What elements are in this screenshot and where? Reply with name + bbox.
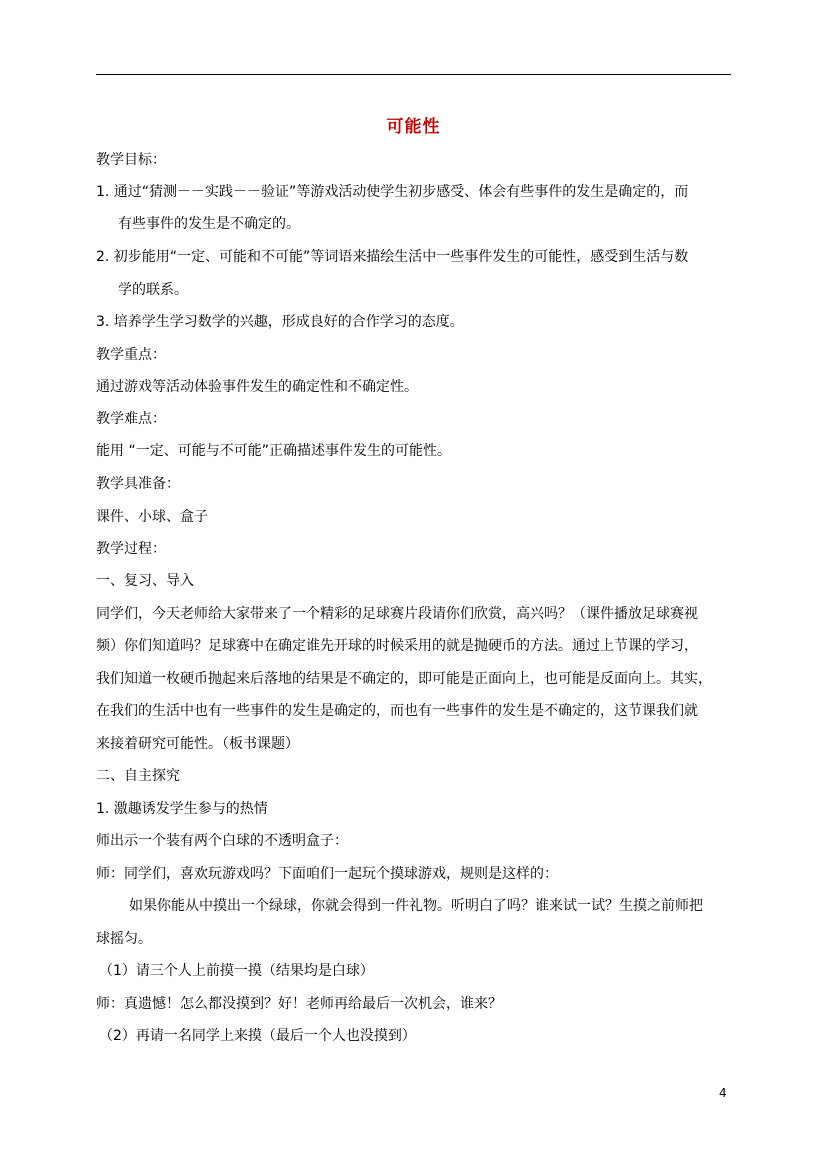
paragraph-line: 频）你们知道吗？足球赛中在确定谁先开球的时候采用的就是抛硬币的方法。通过上节课的学习， [96, 638, 698, 654]
paragraph-line: 师：同学们，喜欢玩游戏吗？下面咱们一起玩个摸球游戏，规则是这样的： [96, 866, 558, 882]
page-number: 4 [719, 1086, 727, 1100]
subsection-1-heading: 1. 激趣诱发学生参与的热情 [96, 801, 268, 817]
objective-2: 2. 初步能用“一定、可能和不可能”等词语来描绘生活中一些事件发生的可能性，感受到生活与数 [96, 249, 689, 265]
heading-process: 教学过程： [96, 541, 166, 557]
paragraph-line: 师：真遗憾！怎么都没摸到？好！老师再给最后一次机会，谁来？ [96, 996, 502, 1012]
paragraph-line: 如果你能从中摸出一个绿球，你就会得到一件礼物。听明白了吗？谁来试一试？生摸之前师把 [129, 898, 703, 914]
paragraph-line: 师出示一个装有两个白球的不透明盒子： [96, 833, 348, 849]
difficulties-text: 能用 “一定、可能与不可能”正确描述事件发生的可能性。 [96, 443, 451, 459]
paragraph-line: 来接着研究可能性。（板书课题） [96, 736, 299, 752]
section-1-heading: 一、复习、导入 [96, 573, 194, 589]
materials-text: 课件、小球、盒子 [96, 509, 208, 525]
header-rule [96, 74, 731, 75]
key-points-text: 通过游戏等活动体验事件发生的确定性和不确定性。 [96, 379, 418, 395]
heading-objectives: 教学目标： [96, 152, 166, 168]
section-2-heading: 二、自主探究 [96, 768, 180, 784]
paragraph-line: 在我们的生活中也有一些事件的发生是确定的，而也有一些事件的发生是不确定的，这节课我们就 [96, 703, 698, 719]
heading-materials: 教学具准备： [96, 476, 180, 492]
objective-3: 3. 培养学生学习数学的兴趣，形成良好的合作学习的态度。 [96, 314, 464, 330]
paragraph-line: 我们知道一枚硬币抛起来后落地的结果是不确定的，即可能是正面向上，也可能是反面向上。其实， [96, 671, 712, 687]
page-title: 可能性 [386, 117, 441, 137]
heading-key-points: 教学重点： [96, 347, 166, 363]
objective-1: 1. 通过“猜测－－实践－－验证”等游戏活动使学生初步感受、体会有些事件的发生是确定的，而 [96, 184, 689, 200]
paragraph-line: 同学们，今天老师给大家带来了一个精彩的足球赛片段请你们欣赏，高兴吗？（课件播放足球赛视 [96, 606, 698, 622]
list-item: （2）再请一名同学上来摸（最后一个人也没摸到） [99, 1028, 416, 1044]
paragraph-line: 球摇匀。 [96, 931, 152, 947]
list-item: （1）请三个人上前摸一摸（结果均是白球） [99, 963, 374, 979]
objective-1-cont: 有些事件的发生是不确定的。 [118, 216, 300, 232]
heading-difficulties: 教学难点： [96, 411, 166, 427]
objective-2-cont: 学的联系。 [118, 282, 188, 298]
